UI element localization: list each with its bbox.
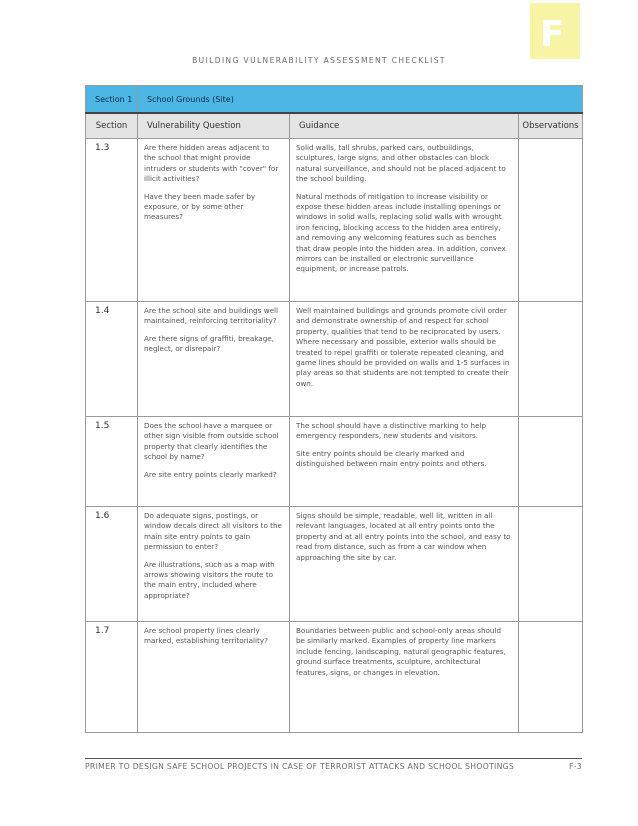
page-header-title: BUILDING VULNERABILITY ASSESSMENT CHECKLIST bbox=[192, 56, 446, 65]
row-section-number: 1.3 bbox=[86, 139, 138, 302]
section-label: Section 1 bbox=[86, 86, 138, 114]
section-title: School Grounds (Site) bbox=[138, 86, 583, 114]
row-question-cell bbox=[138, 507, 290, 622]
row-observations-cell[interactable] bbox=[519, 507, 583, 622]
table-row bbox=[86, 507, 583, 622]
table-row bbox=[86, 302, 583, 417]
row-guidance-cell bbox=[290, 507, 519, 622]
row-question-cell bbox=[138, 622, 290, 733]
question-text: Do adequate signs, postings, or window decals direct all visitors to the main site entry points to gain permission to enter? bbox=[144, 511, 282, 552]
row-guidance-cell bbox=[290, 622, 519, 733]
column-header-guidance: Guidance bbox=[290, 113, 519, 139]
guidance-text: Site entry points should be clearly marked and distinguished between main entry points and others. bbox=[296, 448, 487, 469]
guidance-text: Signs should be simple, readable, well lit, written in all relevant languages, located at all entry points onto the property and at all entry points into the school, and easy to read from distance, such as from a car window when approaching the site by car. bbox=[296, 511, 511, 562]
table-row bbox=[86, 622, 583, 733]
column-header-observations: Observations bbox=[519, 113, 583, 139]
page-footer bbox=[85, 758, 582, 780]
row-section-number: 1.6 bbox=[86, 507, 138, 622]
row-observations-cell[interactable] bbox=[519, 302, 583, 417]
guidance-text: Natural methods of mitigation to increase visibility or expose these hidden areas include installing openings or windows in solid walls, replacing solid walls with wrought iron fencing, blocking access to the hidden area entirely, and removing any welcoming features such as benches that draw people into the hidden area. In addition, convex mirrors can be installed or electronic surveillance equipment, or increase patrols. bbox=[296, 191, 506, 274]
section-tab-letter: F bbox=[540, 14, 565, 55]
question-text: Are illustrations, such as a map with arrows showing visitors the route to the main entry, included where appropriate? bbox=[144, 559, 275, 600]
row-section-number: 1.7 bbox=[86, 622, 138, 733]
guidance-text: Solid walls, tall shrubs, parked cars, outbuildings, sculptures, large signs, and other obstacles can block natural surveillance, and should not be placed adjacent to the school building. bbox=[296, 143, 506, 184]
question-text: Are site entry points clearly marked? bbox=[144, 469, 277, 479]
row-question-cell bbox=[138, 139, 290, 302]
question-text: Are school property lines clearly marked, establishing territoriality? bbox=[144, 626, 268, 646]
row-section-number: 1.5 bbox=[86, 417, 138, 507]
table-row bbox=[86, 139, 583, 302]
column-header-row bbox=[86, 113, 583, 139]
table-row bbox=[86, 417, 583, 507]
question-text: Are the school site and buildings well maintained, reinforcing territoriality? bbox=[144, 306, 279, 326]
row-observations-cell[interactable] bbox=[519, 622, 583, 733]
guidance-text: Well maintained buildings and grounds promote civil order and demonstrate ownership of and respect for school property, qualities that tend to be reciprocated by users. Where necessary and possible, exterior walls should be treated to repel graffiti or tolerate repeated cleaning, and game lines should be provided on walls and 1-5 surfaces in play areas so that students are not tempted to create their own. bbox=[296, 306, 510, 388]
row-guidance-cell bbox=[290, 139, 519, 302]
column-header-question: Vulnerability Question bbox=[138, 113, 290, 139]
checklist-table bbox=[85, 85, 583, 733]
row-guidance-cell bbox=[290, 302, 519, 417]
column-header-section: Section bbox=[86, 113, 138, 139]
row-question-cell bbox=[138, 302, 290, 417]
row-question-cell bbox=[138, 417, 290, 507]
row-observations-cell[interactable] bbox=[519, 139, 583, 302]
row-guidance-cell bbox=[290, 417, 519, 507]
question-text: Are there signs of graffiti, breakage, neglect, or disrepair? bbox=[144, 333, 274, 354]
row-observations-cell[interactable] bbox=[519, 417, 583, 507]
row-section-number: 1.4 bbox=[86, 302, 138, 417]
guidance-text: The school should have a distinctive marking to help emergency responders, new students and visitors. bbox=[296, 421, 487, 441]
footer-page-number: F-3 bbox=[569, 762, 582, 771]
question-text: Does the school have a marquee or other sign visible from outside school property that clearly identifies the school by name? bbox=[144, 421, 279, 462]
section-header-row bbox=[86, 86, 583, 114]
guidance-text: Boundaries between public and school-only areas should be similarly marked. Examples of property line markers include fencing, landscaping, natural geographic features, ground surface treatments, sculpture, architectural features, signs, or changes in elevation. bbox=[296, 626, 506, 677]
question-text: Have they been made safer by exposure, or by some other measures? bbox=[144, 191, 256, 222]
footer-text: PRIMER TO DESIGN SAFE SCHOOL PROJECTS IN CASE OF TERRORIST ATTACKS AND SCHOOL SHOOTINGS bbox=[85, 762, 515, 771]
question-text: Are there hidden areas adjacent to the school that might provide intruders or students with "cover" for illicit activities? bbox=[144, 143, 279, 184]
